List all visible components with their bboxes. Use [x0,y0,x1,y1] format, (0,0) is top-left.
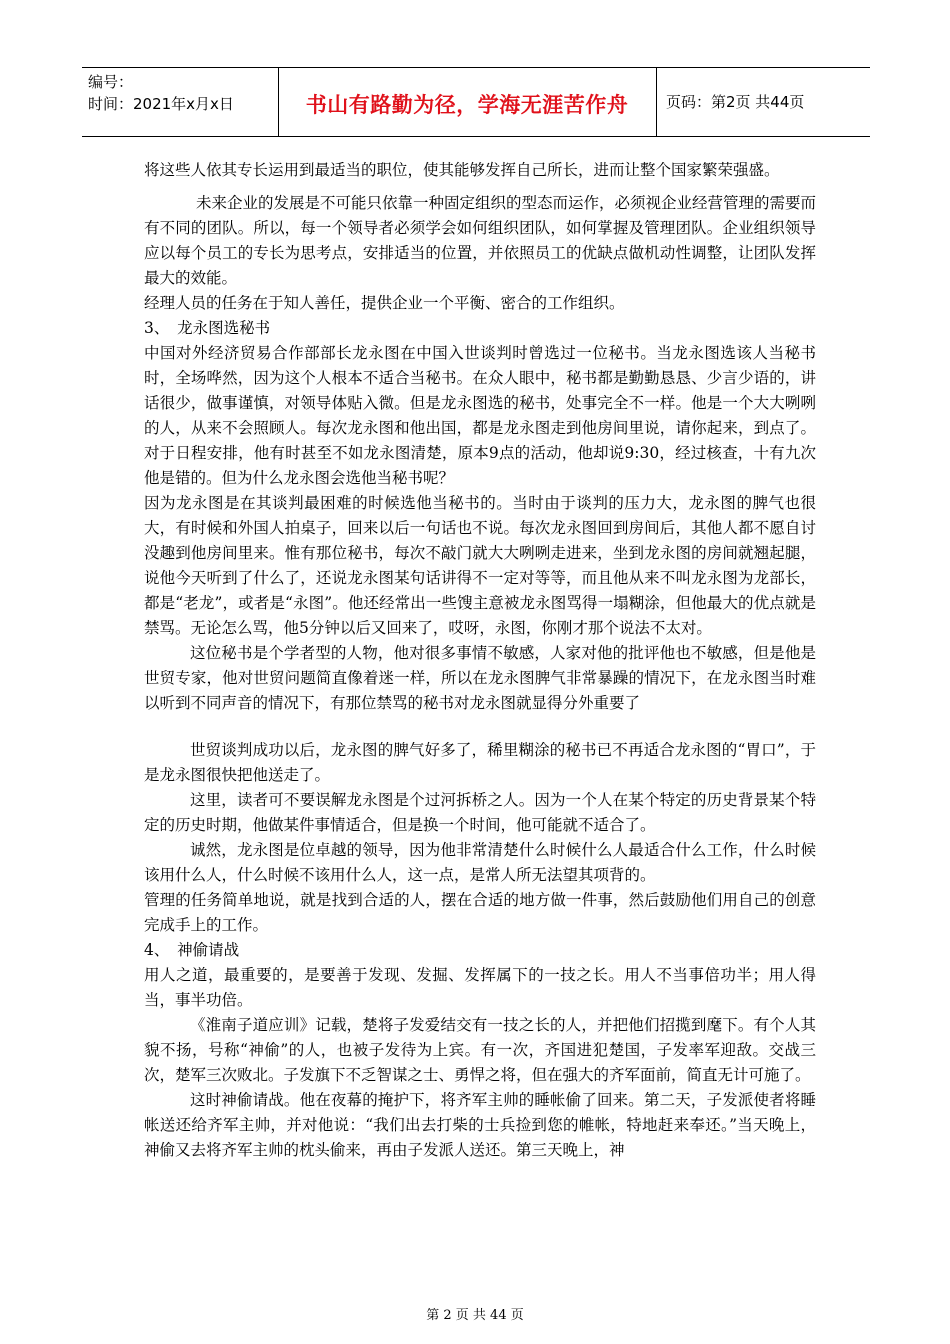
header-top-rule [82,67,870,68]
paragraph: 这里，读者可不要误解龙永图是个过河拆桥之人。因为一个人在某个特定的历史背景某个特定的历史时期，他做某件事情适合，但是换一个时间，他可能就不适合了。 [144,791,816,834]
blank-line [144,716,816,738]
document-body [144,158,816,1163]
paragraph: 因为龙永图是在其谈判最困难的时候选他当秘书的。当时由于谈判的压力大，龙永图的脾气也很大，有时候和外国人拍桌子，回来以后一句话也不说。每次龙永图回到房间后，其他人都不愿自讨没趣到他房间里来。惟有那位秘书，每次不敲门就大大咧咧走进来，坐到龙永图的房间就翘起腿，说他今天听到了什么了，还说龙永图某句话讲得不一定对等等，而且他从来不叫龙永图为龙部长，都是“老龙”，或者是“永图”。他还经常出一些馊主意被龙永图骂得一塌糊涂，但他最大的优点就是禁骂。无论怎么骂，他5分钟以后又回来了，哎呀，永图，你刚才那个说法不太对。 [144,494,816,637]
paragraph: 用人之道，最重要的，是要善于发现、发掘、发挥属下的一技之长。用人不当事倍功半；用人得当，事半功倍。 [144,966,816,1009]
paragraph: 世贸谈判成功以后，龙永图的脾气好多了，稀里糊涂的秘书已不再适合龙永图的“胃口”，于是龙永图很快把他送走了。 [144,741,816,784]
section-heading: 4、 神偷请战 [144,941,240,959]
header-motto: 书山有路勤为径，学海无涯苦作舟 [305,93,629,117]
paragraph: 将这些人依其专长运用到最适当的职位，使其能够发挥自己所长，进而让整个国家繁荣强盛。 [144,161,780,179]
paragraph: 经理人员的任务在于知人善任，提供企业一个平衡、密合的工作组织。 [144,294,625,312]
paragraph: 管理的任务简单地说，就是找到合适的人，摆在合适的地方做一件事，然后鼓励他们用自己的创意完成手上的工作。 [144,891,816,934]
header-page-number: 页码：第2页 共44页 [666,93,805,111]
paragraph: 这时神偷请战。他在夜幕的掩护下，将齐军主帅的睡帐偷了回来。第二天，子发派使者将睡帐送还给齐军主帅，并对他说：“我们出去打柴的士兵捡到您的帷帐，特地赶来奉还。”当天晚上，神偷又去将齐军主帅的枕头偷来，再由子发派人送还。第三天晚上，神 [144,1091,816,1159]
header-divider-right [656,67,657,137]
page-footer: 第 2 页 共 44 页 [426,1308,524,1323]
paragraph: 诚然，龙永图是位卓越的领导，因为他非常清楚什么时候什么人最适合什么工作，什么时候该用什么人，什么时候不该用什么人，这一点，是常人所无法望其项背的。 [144,841,816,884]
document-date: 时间：2021年x月x日 [88,95,234,113]
paragraph: 未来企业的发展是不可能只依靠一种固定组织的型态而运作，必须视企业经营管理的需要而有不同的团队。所以，每一个领导者必须学会如何组织团队，如何掌握及管理团队。企业组织领导应以每个员工的专长为思考点，安排适当的位置，并依照员工的优缺点做机动性调整，让团队发挥最大的效能。 [144,194,817,287]
section-heading: 3、 龙永图选秘书 [144,319,271,337]
paragraph: 《淮南子道应训》记载，楚将子发爱结交有一技之长的人，并把他们招揽到麾下。有个人其貌不扬，号称“神偷”的人，也被子发待为上宾。有一次，齐国进犯楚国，子发率军迎敌。交战三次，楚军三次败北。子发旗下不乏智谋之士、勇悍之将，但在强大的齐军面前，简直无计可施了。 [144,1016,816,1084]
header-bottom-rule [82,136,870,137]
header-meta [88,71,234,115]
paragraph: 这位秘书是个学者型的人物，他对很多事情不敏感，人家对他的批评他也不敏感，但是他是世贸专家，他对世贸问题简直像着迷一样，所以在龙永图脾气非常暴躁的情况下，在龙永图当时难以听到不同声音的情况下，有那位禁骂的秘书对龙永图就显得分外重要了 [144,644,816,712]
paragraph: 中国对外经济贸易合作部部长龙永图在中国入世谈判时曾选过一位秘书。当龙永图选该人当秘书时，全场哗然，因为这个人根本不适合当秘书。在众人眼中，秘书都是勤勤恳恳、少言少语的，讲话很少，做事谨慎，对领导体贴入微。但是龙永图选的秘书，处事完全不一样。他是一个大大咧咧的人，从来不会照顾人。每次龙永图和他出国，都是龙永图走到他房间里说，请你起来，到点了。对于日程安排，他有时甚至不如龙永图清楚，原本9点的活动，他却说9:30，经过核查，十有九次他是错的。但为什么龙永图会选他当秘书呢？ [144,344,816,487]
document-number: 编号： [88,73,134,91]
page-header [82,67,870,137]
